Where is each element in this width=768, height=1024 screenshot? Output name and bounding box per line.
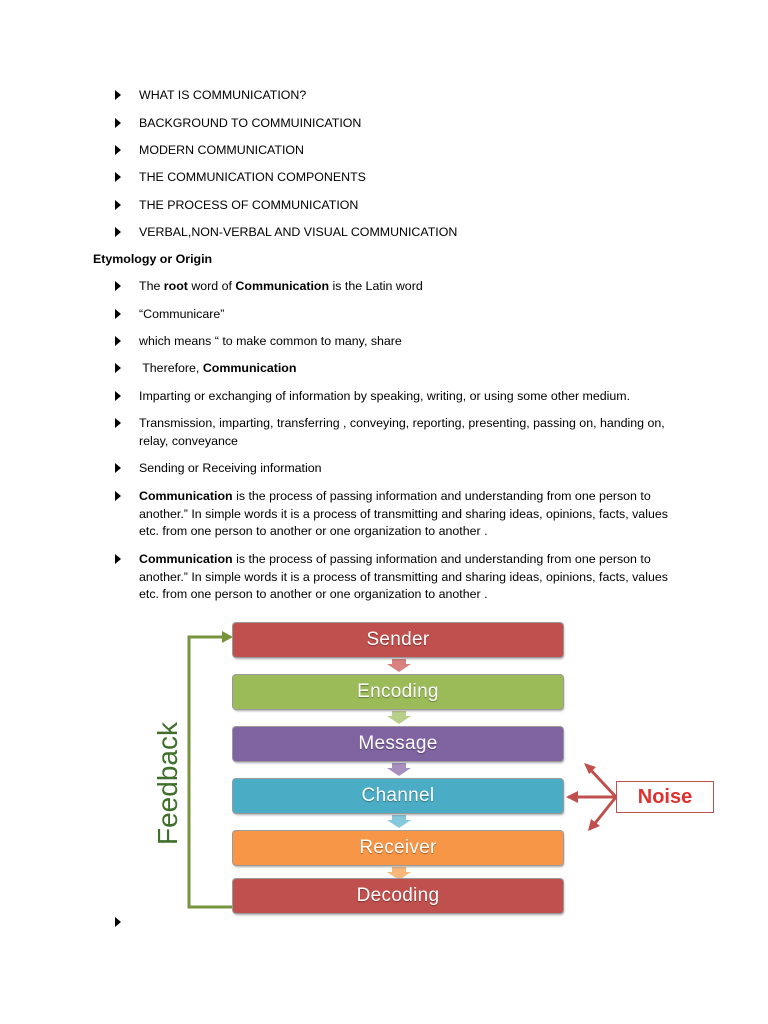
- transmission-item: Transmission, imparting, transferring , conveying, reporting, presenting, passing on, handing on, relay, conveyance: [139, 415, 679, 450]
- noise-arrow-icon: [566, 791, 578, 803]
- bullet-arrow-icon: [115, 554, 121, 564]
- step-receiver: Receiver: [233, 831, 563, 865]
- bullet-arrow-icon: [115, 227, 121, 237]
- noise-label: Noise: [616, 781, 714, 813]
- empty-bullet-arrow-icon: [115, 917, 121, 927]
- toc-item-4: THE COMMUNICATION COMPONENTS: [139, 169, 679, 187]
- root-word-item: The root word of Communication is the Latin word: [139, 278, 679, 296]
- step-message: Message: [233, 727, 563, 761]
- toc-item-6: VERBAL,NON-VERBAL AND VISUAL COMMUNICATION: [139, 224, 679, 242]
- bullet-arrow-icon: [115, 118, 121, 128]
- feedback-label-wrap: [148, 722, 188, 845]
- feedback-loop-line: [189, 637, 232, 907]
- definition-item-1: Communication is the process of passing information and understanding from one person to another.” In simple words it is a process of transmitting and sharing ideas, opinions, facts, values etc. from one person to another or one organization to another .: [139, 488, 679, 541]
- step-sender: Sender: [233, 623, 563, 657]
- bullet-arrow-icon: [115, 463, 121, 473]
- down-arrow-icon: [387, 763, 411, 776]
- imparting-item: Imparting or exchanging of information by speaking, writing, or using some other medium.: [139, 388, 679, 406]
- noise-arrow-line: [588, 767, 616, 797]
- bullet-arrow-icon: [115, 418, 121, 428]
- down-arrow-icon: [387, 659, 411, 672]
- bullet-arrow-icon: [115, 391, 121, 401]
- toc-item-2: BACKGROUND TO COMMUINICATION: [139, 115, 679, 133]
- feedback-label: Feedback: [152, 722, 183, 845]
- communication-process-diagram: [140, 615, 730, 915]
- toc-item-1: WHAT IS COMMUNICATION?: [139, 87, 679, 105]
- bullet-arrow-icon: [115, 363, 121, 373]
- toc-item-3: MODERN COMMUNICATION: [139, 142, 679, 160]
- bullet-arrow-icon: [115, 281, 121, 291]
- toc-item-5: THE PROCESS OF COMMUNICATION: [139, 197, 679, 215]
- means-item: which means “ to make common to many, share: [139, 333, 679, 351]
- therefore-item: Therefore, Communication: [139, 360, 679, 378]
- bullet-arrow-icon: [115, 309, 121, 319]
- bullet-arrow-icon: [115, 200, 121, 210]
- noise-arrow-line: [592, 797, 616, 827]
- step-decoding: Decoding: [233, 879, 563, 913]
- bullet-arrow-icon: [115, 491, 121, 501]
- step-encoding: Encoding: [233, 675, 563, 709]
- diagram-connectors: [140, 615, 730, 915]
- bullet-arrow-icon: [115, 90, 121, 100]
- bullet-arrow-icon: [115, 145, 121, 155]
- feedback-arrow-icon: [222, 631, 233, 643]
- bullet-arrow-icon: [115, 172, 121, 182]
- communicare-item: “Communicare”: [139, 306, 679, 324]
- down-arrow-icon: [387, 711, 411, 724]
- step-channel: Channel: [233, 779, 563, 813]
- bullet-arrow-icon: [115, 336, 121, 346]
- down-arrow-icon: [387, 815, 411, 828]
- sending-item: Sending or Receiving information: [139, 460, 679, 478]
- definition-item-2: Communication is the process of passing information and understanding from one person to another.” In simple words it is a process of transmitting and sharing ideas, opinions, facts, values etc. from one person to another or one organization to another .: [139, 551, 679, 604]
- section-heading: Etymology or Origin: [93, 252, 213, 266]
